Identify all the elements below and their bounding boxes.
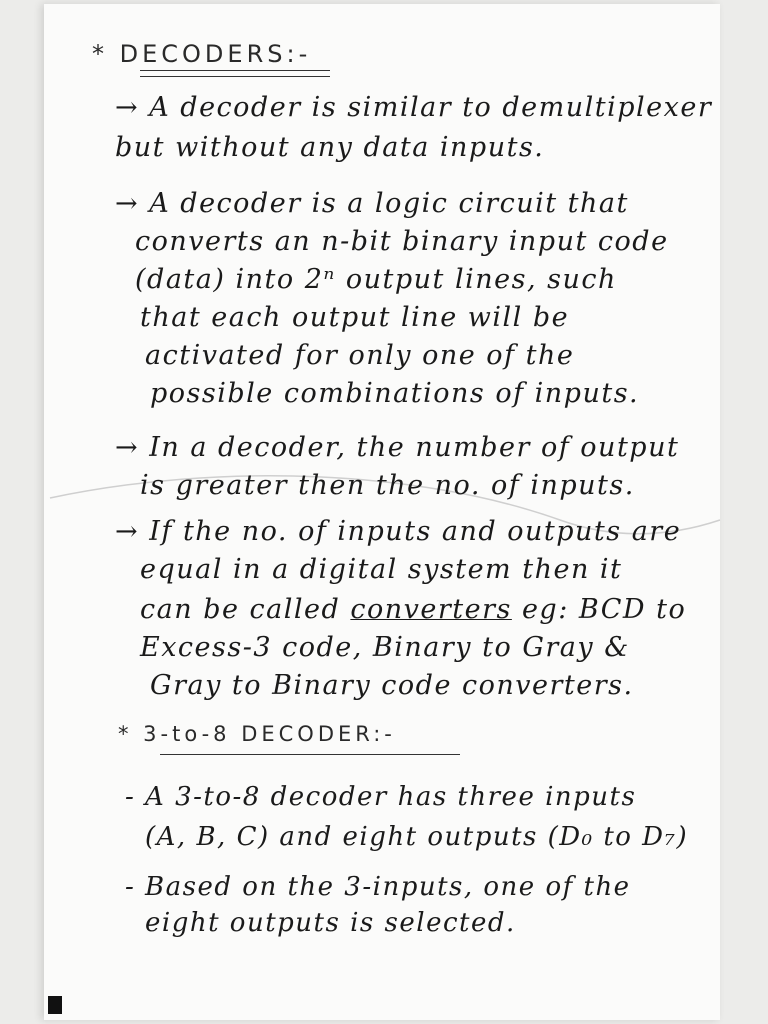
text-line: - A 3-to-8 decoder has three inputs	[125, 782, 637, 812]
text-line: Excess-3 code, Binary to Gray &	[140, 632, 630, 663]
heading-underline	[140, 70, 330, 71]
underlined-term: converters	[350, 594, 512, 625]
text-line: → In a decoder, the number of output	[115, 432, 680, 463]
text-segment: can be called	[140, 594, 351, 625]
heading-underline	[140, 76, 330, 77]
text-line: equal in a digital system then it	[140, 554, 623, 585]
binding-mark	[48, 996, 62, 1014]
text-line: Gray to Binary code converters.	[150, 670, 634, 701]
text-line: that each output line will be	[140, 302, 570, 333]
text-line: converts an n-bit binary input code	[135, 226, 669, 257]
text-line: → A decoder is a logic circuit that	[115, 188, 629, 219]
heading-underline	[160, 754, 460, 755]
text-line: (A, B, C) and eight outputs (D₀ to D₇)	[145, 822, 689, 852]
text-line: (data) into 2ⁿ output lines, such	[135, 264, 617, 295]
text-line: possible combinations of inputs.	[150, 378, 640, 409]
text-line: eight outputs is selected.	[145, 908, 516, 938]
text-line: is greater then the no. of inputs.	[140, 470, 635, 501]
text-line: activated for only one of the	[145, 340, 575, 371]
text-line: - Based on the 3-inputs, one of the	[125, 872, 631, 902]
heading-decoders: * DECODERS:-	[92, 40, 312, 68]
text-line: but without any data inputs.	[115, 132, 545, 163]
text-line	[140, 594, 686, 625]
text-line: → A decoder is similar to demultiplexer	[115, 92, 713, 123]
heading-3-to-8-decoder: * 3-to-8 DECODER:-	[118, 722, 396, 746]
text-segment: eg: BCD to	[511, 594, 687, 625]
text-line: → If the no. of inputs and outputs are	[115, 516, 682, 547]
